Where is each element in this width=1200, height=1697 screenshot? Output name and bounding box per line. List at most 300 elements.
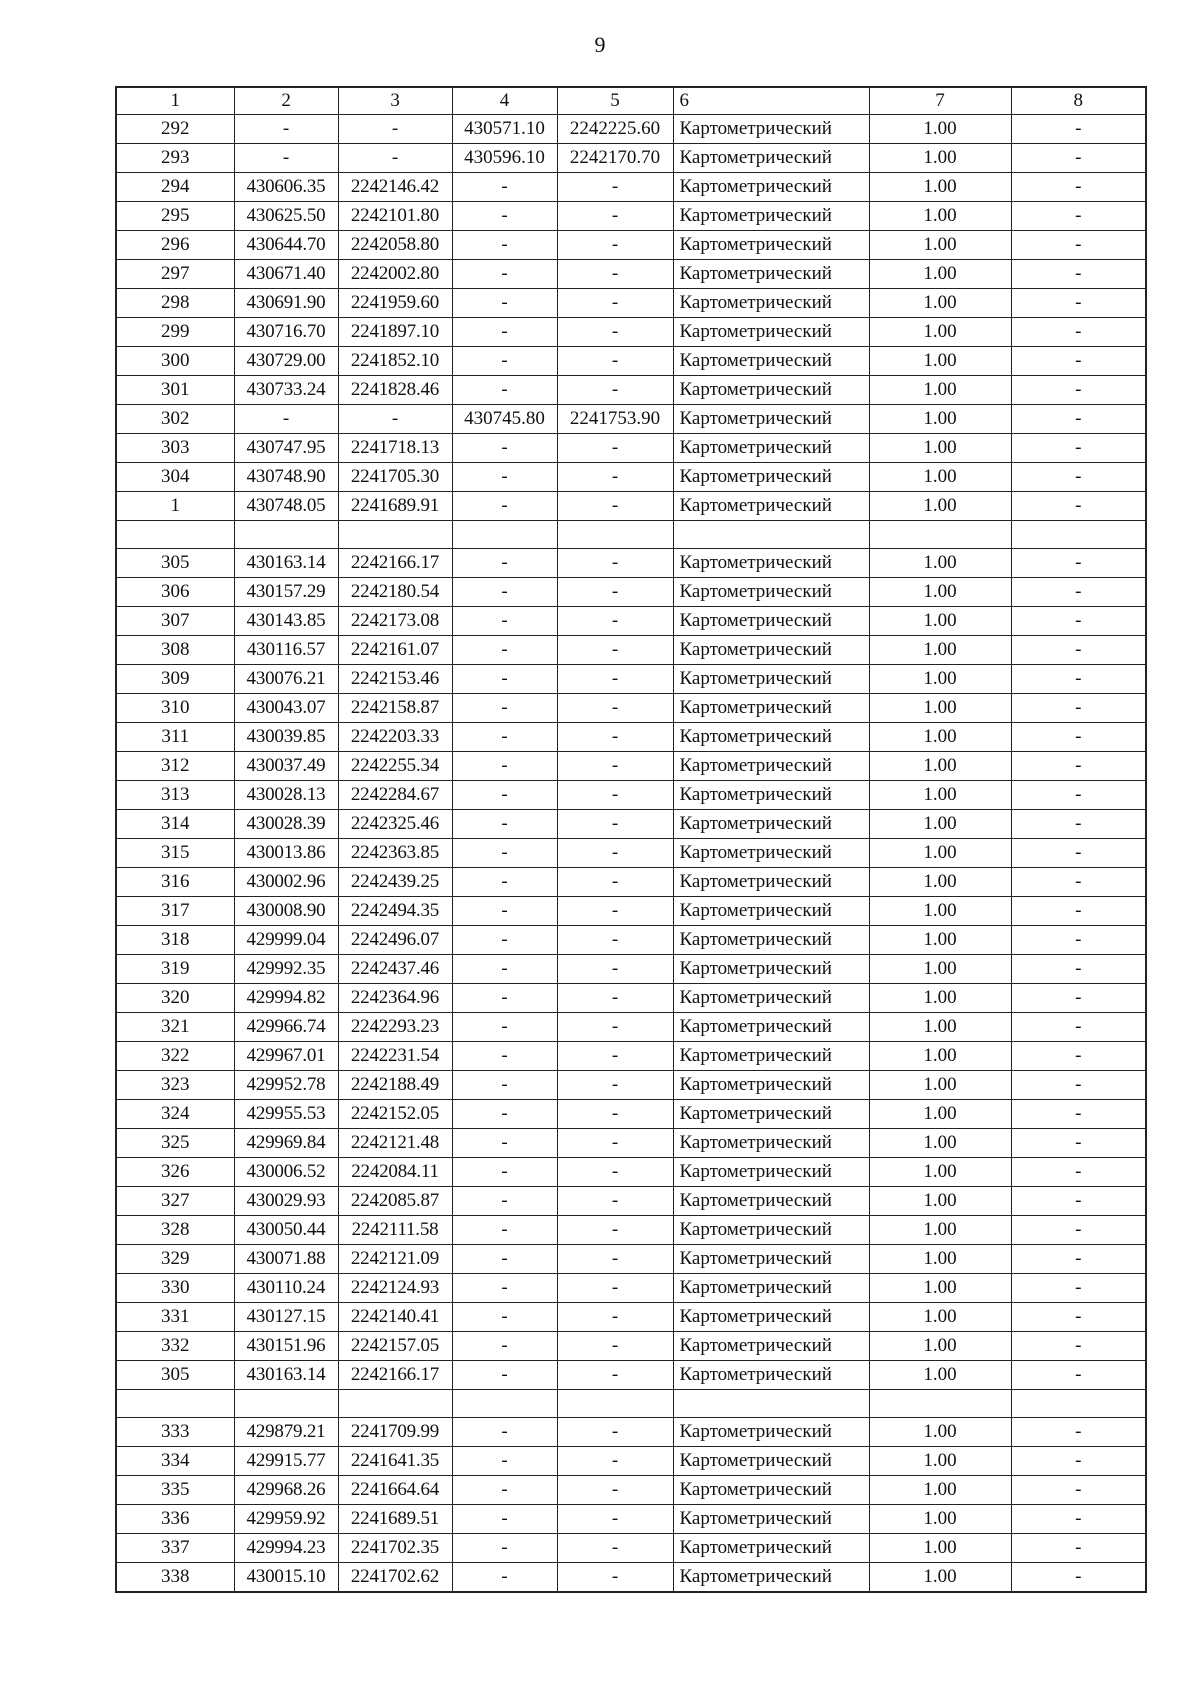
cell-x-coordinate-alt: -: [452, 231, 557, 260]
cell-method: Картометрический: [673, 1245, 869, 1274]
cell-x-coordinate-alt: -: [452, 1100, 557, 1129]
cell-note: -: [1011, 260, 1146, 289]
cell-y-coordinate: 2242437.46: [338, 955, 452, 984]
cell-x-coordinate: 430671.40: [234, 260, 338, 289]
cell-x-coordinate: 430006.52: [234, 1158, 338, 1187]
cell-point-number: 306: [116, 578, 234, 607]
cell-method: Картометрический: [673, 1216, 869, 1245]
cell-note: -: [1011, 1129, 1146, 1158]
cell-method: Картометрический: [673, 376, 869, 405]
cell-note: -: [1011, 810, 1146, 839]
cell-point-number: 337: [116, 1534, 234, 1563]
cell-y-coordinate: 2242140.41: [338, 1303, 452, 1332]
cell-accuracy: 1.00: [869, 1071, 1011, 1100]
cell-note: -: [1011, 1303, 1146, 1332]
cell-note: -: [1011, 1216, 1146, 1245]
cell-y-coordinate-alt: -: [557, 1447, 673, 1476]
cell-y-coordinate-alt: -: [557, 1013, 673, 1042]
cell-x-coordinate-alt: -: [452, 1013, 557, 1042]
cell-accuracy: 1.00: [869, 289, 1011, 318]
cell-accuracy: 1.00: [869, 376, 1011, 405]
cell-note: -: [1011, 1505, 1146, 1534]
cell-x-coordinate: 430071.88: [234, 1245, 338, 1274]
cell-method: Картометрический: [673, 723, 869, 752]
cell-y-coordinate-alt: -: [557, 810, 673, 839]
table-row: [116, 1361, 1146, 1390]
cell-note: [1011, 521, 1146, 549]
cell-x-coordinate: 430747.95: [234, 434, 338, 463]
cell-y-coordinate-alt: -: [557, 202, 673, 231]
cell-x-coordinate-alt: -: [452, 752, 557, 781]
cell-note: -: [1011, 434, 1146, 463]
table-row: [116, 752, 1146, 781]
table-row: [116, 984, 1146, 1013]
table-row: [116, 1274, 1146, 1303]
cell-x-coordinate: [234, 521, 338, 549]
cell-x-coordinate-alt: -: [452, 665, 557, 694]
cell-method: Картометрический: [673, 173, 869, 202]
cell-point-number: 313: [116, 781, 234, 810]
cell-note: -: [1011, 1100, 1146, 1129]
cell-x-coordinate-alt: -: [452, 694, 557, 723]
cell-x-coordinate-alt: -: [452, 1418, 557, 1447]
cell-note: -: [1011, 636, 1146, 665]
cell-y-coordinate-alt: -: [557, 1129, 673, 1158]
table-row: [116, 347, 1146, 376]
cell-point-number: 322: [116, 1042, 234, 1071]
cell-method: [673, 1390, 869, 1418]
cell-y-coordinate-alt: -: [557, 578, 673, 607]
cell-method: Картометрический: [673, 202, 869, 231]
cell-y-coordinate: 2242293.23: [338, 1013, 452, 1042]
cell-y-coordinate: 2241852.10: [338, 347, 452, 376]
cell-point-number: 304: [116, 463, 234, 492]
table-row: [116, 955, 1146, 984]
cell-y-coordinate: 2241718.13: [338, 434, 452, 463]
cell-y-coordinate: 2242231.54: [338, 1042, 452, 1071]
cell-note: -: [1011, 897, 1146, 926]
cell-method: Картометрический: [673, 839, 869, 868]
cell-x-coordinate-alt: -: [452, 202, 557, 231]
cell-x-coordinate-alt: -: [452, 810, 557, 839]
table-row: [116, 289, 1146, 318]
cell-point-number: 299: [116, 318, 234, 347]
table-row: [116, 868, 1146, 897]
cell-x-coordinate: 430716.70: [234, 318, 338, 347]
cell-x-coordinate: 430748.05: [234, 492, 338, 521]
cell-point-number: 297: [116, 260, 234, 289]
cell-method: Картометрический: [673, 1534, 869, 1563]
table-row: [116, 1100, 1146, 1129]
cell-y-coordinate-alt: -: [557, 260, 673, 289]
cell-accuracy: 1.00: [869, 955, 1011, 984]
cell-point-number: 293: [116, 144, 234, 173]
cell-method: Картометрический: [673, 636, 869, 665]
cell-accuracy: 1.00: [869, 1013, 1011, 1042]
cell-x-coordinate-alt: -: [452, 607, 557, 636]
cell-y-coordinate: 2241959.60: [338, 289, 452, 318]
table-header-row: [116, 87, 1146, 115]
column-header-8: 8: [1011, 87, 1146, 115]
cell-note: -: [1011, 1476, 1146, 1505]
cell-accuracy: 1.00: [869, 144, 1011, 173]
cell-x-coordinate-alt: -: [452, 723, 557, 752]
cell-y-coordinate: -: [338, 115, 452, 144]
table-separator-row: [116, 1390, 1146, 1418]
column-header-5: 5: [557, 87, 673, 115]
page-number: 9: [594, 32, 606, 57]
cell-y-coordinate: 2242203.33: [338, 723, 452, 752]
cell-x-coordinate-alt: -: [452, 1245, 557, 1274]
cell-accuracy: 1.00: [869, 810, 1011, 839]
cell-x-coordinate: 429955.53: [234, 1100, 338, 1129]
cell-note: -: [1011, 231, 1146, 260]
cell-accuracy: 1.00: [869, 694, 1011, 723]
cell-method: Картометрический: [673, 434, 869, 463]
cell-x-coordinate-alt: -: [452, 839, 557, 868]
cell-y-coordinate-alt: -: [557, 289, 673, 318]
cell-x-coordinate: 430110.24: [234, 1274, 338, 1303]
table-separator-row: [116, 521, 1146, 549]
cell-x-coordinate: 429915.77: [234, 1447, 338, 1476]
cell-point-number: 300: [116, 347, 234, 376]
cell-y-coordinate-alt: -: [557, 376, 673, 405]
cell-x-coordinate-alt: -: [452, 781, 557, 810]
cell-y-coordinate: 2242084.11: [338, 1158, 452, 1187]
cell-x-coordinate-alt: -: [452, 1476, 557, 1505]
table-row: [116, 1418, 1146, 1447]
cell-x-coordinate: 430151.96: [234, 1332, 338, 1361]
cell-x-coordinate-alt: [452, 521, 557, 549]
cell-x-coordinate: 430050.44: [234, 1216, 338, 1245]
table-row: [116, 144, 1146, 173]
cell-y-coordinate: 2241664.64: [338, 1476, 452, 1505]
table-row: [116, 578, 1146, 607]
cell-accuracy: 1.00: [869, 1100, 1011, 1129]
cell-x-coordinate: [234, 1390, 338, 1418]
cell-x-coordinate: 430015.10: [234, 1563, 338, 1593]
cell-x-coordinate: 429992.35: [234, 955, 338, 984]
cell-note: -: [1011, 1274, 1146, 1303]
cell-note: -: [1011, 376, 1146, 405]
cell-x-coordinate: 430625.50: [234, 202, 338, 231]
cell-y-coordinate-alt: -: [557, 1505, 673, 1534]
cell-accuracy: 1.00: [869, 1332, 1011, 1361]
cell-method: Картометрический: [673, 1129, 869, 1158]
cell-note: -: [1011, 1187, 1146, 1216]
cell-y-coordinate-alt: -: [557, 492, 673, 521]
cell-accuracy: 1.00: [869, 260, 1011, 289]
cell-x-coordinate: 430013.86: [234, 839, 338, 868]
cell-point-number: 307: [116, 607, 234, 636]
cell-method: Картометрический: [673, 868, 869, 897]
cell-y-coordinate: 2242124.93: [338, 1274, 452, 1303]
cell-x-coordinate: 430729.00: [234, 347, 338, 376]
cell-y-coordinate: 2241702.62: [338, 1563, 452, 1593]
cell-x-coordinate-alt: -: [452, 1447, 557, 1476]
cell-x-coordinate-alt: -: [452, 984, 557, 1013]
cell-note: -: [1011, 318, 1146, 347]
cell-y-coordinate-alt: -: [557, 1245, 673, 1274]
cell-accuracy: 1.00: [869, 1187, 1011, 1216]
cell-method: Картометрический: [673, 1563, 869, 1593]
cell-point-number: 298: [116, 289, 234, 318]
cell-y-coordinate: 2242325.46: [338, 810, 452, 839]
cell-y-coordinate-alt: -: [557, 1332, 673, 1361]
cell-accuracy: 1.00: [869, 839, 1011, 868]
cell-y-coordinate-alt: -: [557, 1476, 673, 1505]
cell-y-coordinate: -: [338, 144, 452, 173]
cell-y-coordinate-alt: -: [557, 955, 673, 984]
cell-y-coordinate: [338, 1390, 452, 1418]
column-header-7: 7: [869, 87, 1011, 115]
table-row: [116, 1187, 1146, 1216]
table-row: [116, 115, 1146, 144]
cell-y-coordinate-alt: -: [557, 549, 673, 578]
cell-x-coordinate-alt: -: [452, 376, 557, 405]
cell-x-coordinate: 430606.35: [234, 173, 338, 202]
cell-x-coordinate: 429879.21: [234, 1418, 338, 1447]
table-row: [116, 376, 1146, 405]
table-row: [116, 897, 1146, 926]
cell-y-coordinate-alt: -: [557, 1563, 673, 1593]
cell-method: Картометрический: [673, 694, 869, 723]
cell-x-coordinate: 430043.07: [234, 694, 338, 723]
cell-method: Картометрический: [673, 781, 869, 810]
cell-point-number: 331: [116, 1303, 234, 1332]
cell-method: Картометрический: [673, 752, 869, 781]
cell-x-coordinate-alt: -: [452, 1129, 557, 1158]
table-row: [116, 492, 1146, 521]
cell-point-number: 320: [116, 984, 234, 1013]
cell-x-coordinate-alt: [452, 1390, 557, 1418]
cell-method: Картометрический: [673, 1447, 869, 1476]
column-header-3: 3: [338, 87, 452, 115]
cell-x-coordinate: 430163.14: [234, 1361, 338, 1390]
cell-y-coordinate-alt: -: [557, 752, 673, 781]
cell-x-coordinate: 430644.70: [234, 231, 338, 260]
cell-x-coordinate: 430028.39: [234, 810, 338, 839]
cell-y-coordinate: 2242152.05: [338, 1100, 452, 1129]
cell-accuracy: 1.00: [869, 347, 1011, 376]
cell-x-coordinate: 430733.24: [234, 376, 338, 405]
cell-method: Картометрический: [673, 1476, 869, 1505]
cell-note: -: [1011, 289, 1146, 318]
cell-accuracy: 1.00: [869, 1158, 1011, 1187]
table-row: [116, 1042, 1146, 1071]
cell-note: -: [1011, 1071, 1146, 1100]
cell-y-coordinate-alt: -: [557, 1216, 673, 1245]
table-row: [116, 723, 1146, 752]
cell-note: -: [1011, 1158, 1146, 1187]
cell-y-coordinate-alt: -: [557, 347, 673, 376]
cell-x-coordinate: 430163.14: [234, 549, 338, 578]
cell-note: -: [1011, 1361, 1146, 1390]
cell-point-number: 323: [116, 1071, 234, 1100]
cell-method: Картометрический: [673, 144, 869, 173]
table-row: [116, 231, 1146, 260]
cell-note: -: [1011, 1332, 1146, 1361]
cell-method: Картометрический: [673, 984, 869, 1013]
cell-point-number: 333: [116, 1418, 234, 1447]
table-row: [116, 694, 1146, 723]
cell-x-coordinate: 429959.92: [234, 1505, 338, 1534]
cell-y-coordinate-alt: [557, 1390, 673, 1418]
cell-x-coordinate-alt: -: [452, 1216, 557, 1245]
cell-note: -: [1011, 723, 1146, 752]
cell-x-coordinate: 429994.23: [234, 1534, 338, 1563]
cell-point-number: 308: [116, 636, 234, 665]
table-row: [116, 607, 1146, 636]
table-row: [116, 1129, 1146, 1158]
cell-note: -: [1011, 1563, 1146, 1593]
cell-y-coordinate: 2241705.30: [338, 463, 452, 492]
cell-x-coordinate-alt: -: [452, 347, 557, 376]
cell-accuracy: 1.00: [869, 405, 1011, 434]
cell-y-coordinate-alt: -: [557, 1274, 673, 1303]
cell-note: -: [1011, 839, 1146, 868]
cell-accuracy: 1.00: [869, 202, 1011, 231]
cell-y-coordinate: 2241709.99: [338, 1418, 452, 1447]
cell-y-coordinate-alt: -: [557, 434, 673, 463]
cell-y-coordinate: 2242188.49: [338, 1071, 452, 1100]
cell-y-coordinate-alt: -: [557, 1158, 673, 1187]
cell-y-coordinate: 2241641.35: [338, 1447, 452, 1476]
table-row: [116, 1158, 1146, 1187]
cell-point-number: 325: [116, 1129, 234, 1158]
cell-y-coordinate: 2242121.09: [338, 1245, 452, 1274]
cell-point-number: 314: [116, 810, 234, 839]
table-row: [116, 1505, 1146, 1534]
cell-point-number: 335: [116, 1476, 234, 1505]
cell-point-number: 1: [116, 492, 234, 521]
cell-point-number: 321: [116, 1013, 234, 1042]
cell-x-coordinate: 430002.96: [234, 868, 338, 897]
cell-accuracy: 1.00: [869, 492, 1011, 521]
cell-note: -: [1011, 173, 1146, 202]
cell-x-coordinate-alt: -: [452, 897, 557, 926]
cell-y-coordinate: 2242363.85: [338, 839, 452, 868]
cell-x-coordinate: 430029.93: [234, 1187, 338, 1216]
cell-x-coordinate-alt: 430745.80: [452, 405, 557, 434]
cell-y-coordinate: 2241828.46: [338, 376, 452, 405]
cell-method: Картометрический: [673, 549, 869, 578]
table-row: [116, 463, 1146, 492]
cell-method: Картометрический: [673, 1013, 869, 1042]
cell-y-coordinate: 2242085.87: [338, 1187, 452, 1216]
cell-method: Картометрический: [673, 665, 869, 694]
cell-note: -: [1011, 868, 1146, 897]
cell-y-coordinate: 2241897.10: [338, 318, 452, 347]
cell-method: Картометрический: [673, 289, 869, 318]
cell-point-number: 316: [116, 868, 234, 897]
cell-accuracy: 1.00: [869, 1418, 1011, 1447]
cell-y-coordinate-alt: 2242170.70: [557, 144, 673, 173]
cell-accuracy: 1.00: [869, 434, 1011, 463]
cell-point-number: 324: [116, 1100, 234, 1129]
cell-note: -: [1011, 1534, 1146, 1563]
cell-method: Картометрический: [673, 318, 869, 347]
cell-accuracy: [869, 521, 1011, 549]
table-row: [116, 1303, 1146, 1332]
cell-y-coordinate-alt: -: [557, 1100, 673, 1129]
cell-y-coordinate: 2241689.51: [338, 1505, 452, 1534]
cell-accuracy: 1.00: [869, 1534, 1011, 1563]
cell-point-number: 334: [116, 1447, 234, 1476]
cell-point-number: 328: [116, 1216, 234, 1245]
cell-y-coordinate: 2242166.17: [338, 1361, 452, 1390]
cell-note: -: [1011, 1447, 1146, 1476]
table-row: [116, 318, 1146, 347]
cell-x-coordinate-alt: -: [452, 318, 557, 347]
cell-y-coordinate-alt: 2241753.90: [557, 405, 673, 434]
cell-point-number: 292: [116, 115, 234, 144]
cell-x-coordinate: 430157.29: [234, 578, 338, 607]
cell-point-number: 338: [116, 1563, 234, 1593]
table-row: [116, 1563, 1146, 1593]
cell-y-coordinate-alt: -: [557, 665, 673, 694]
cell-y-coordinate: 2241689.91: [338, 492, 452, 521]
cell-y-coordinate: 2242121.48: [338, 1129, 452, 1158]
cell-x-coordinate-alt: 430596.10: [452, 144, 557, 173]
cell-y-coordinate: -: [338, 405, 452, 434]
cell-method: Картометрический: [673, 347, 869, 376]
cell-x-coordinate: -: [234, 405, 338, 434]
cell-accuracy: 1.00: [869, 1274, 1011, 1303]
cell-accuracy: 1.00: [869, 1563, 1011, 1593]
cell-method: Картометрический: [673, 1100, 869, 1129]
table-row: [116, 173, 1146, 202]
cell-point-number: 294: [116, 173, 234, 202]
column-header-6: 6: [673, 87, 869, 115]
cell-y-coordinate-alt: -: [557, 607, 673, 636]
cell-y-coordinate-alt: -: [557, 897, 673, 926]
cell-accuracy: 1.00: [869, 1042, 1011, 1071]
cell-method: Картометрический: [673, 1361, 869, 1390]
cell-note: -: [1011, 665, 1146, 694]
cell-y-coordinate: 2242496.07: [338, 926, 452, 955]
cell-point-number: 332: [116, 1332, 234, 1361]
table-row: [116, 636, 1146, 665]
cell-accuracy: 1.00: [869, 665, 1011, 694]
cell-y-coordinate-alt: -: [557, 984, 673, 1013]
cell-x-coordinate: 429968.26: [234, 1476, 338, 1505]
cell-y-coordinate-alt: -: [557, 1361, 673, 1390]
cell-x-coordinate: 429967.01: [234, 1042, 338, 1071]
cell-y-coordinate-alt: -: [557, 1418, 673, 1447]
cell-method: Картометрический: [673, 810, 869, 839]
table-row: [116, 810, 1146, 839]
coordinates-table: [115, 86, 1147, 1593]
table-row: [116, 926, 1146, 955]
cell-x-coordinate: 430127.15: [234, 1303, 338, 1332]
cell-y-coordinate: 2242180.54: [338, 578, 452, 607]
cell-x-coordinate-alt: -: [452, 1158, 557, 1187]
cell-point-number: [116, 521, 234, 549]
cell-x-coordinate-alt: -: [452, 868, 557, 897]
cell-x-coordinate: 429994.82: [234, 984, 338, 1013]
cell-y-coordinate: 2242173.08: [338, 607, 452, 636]
cell-y-coordinate-alt: 2242225.60: [557, 115, 673, 144]
cell-method: Картометрический: [673, 405, 869, 434]
cell-method: Картометрический: [673, 492, 869, 521]
cell-x-coordinate: 429966.74: [234, 1013, 338, 1042]
table-row: [116, 1447, 1146, 1476]
column-header-4: 4: [452, 87, 557, 115]
cell-x-coordinate-alt: -: [452, 260, 557, 289]
cell-x-coordinate-alt: -: [452, 1187, 557, 1216]
cell-y-coordinate: [338, 521, 452, 549]
